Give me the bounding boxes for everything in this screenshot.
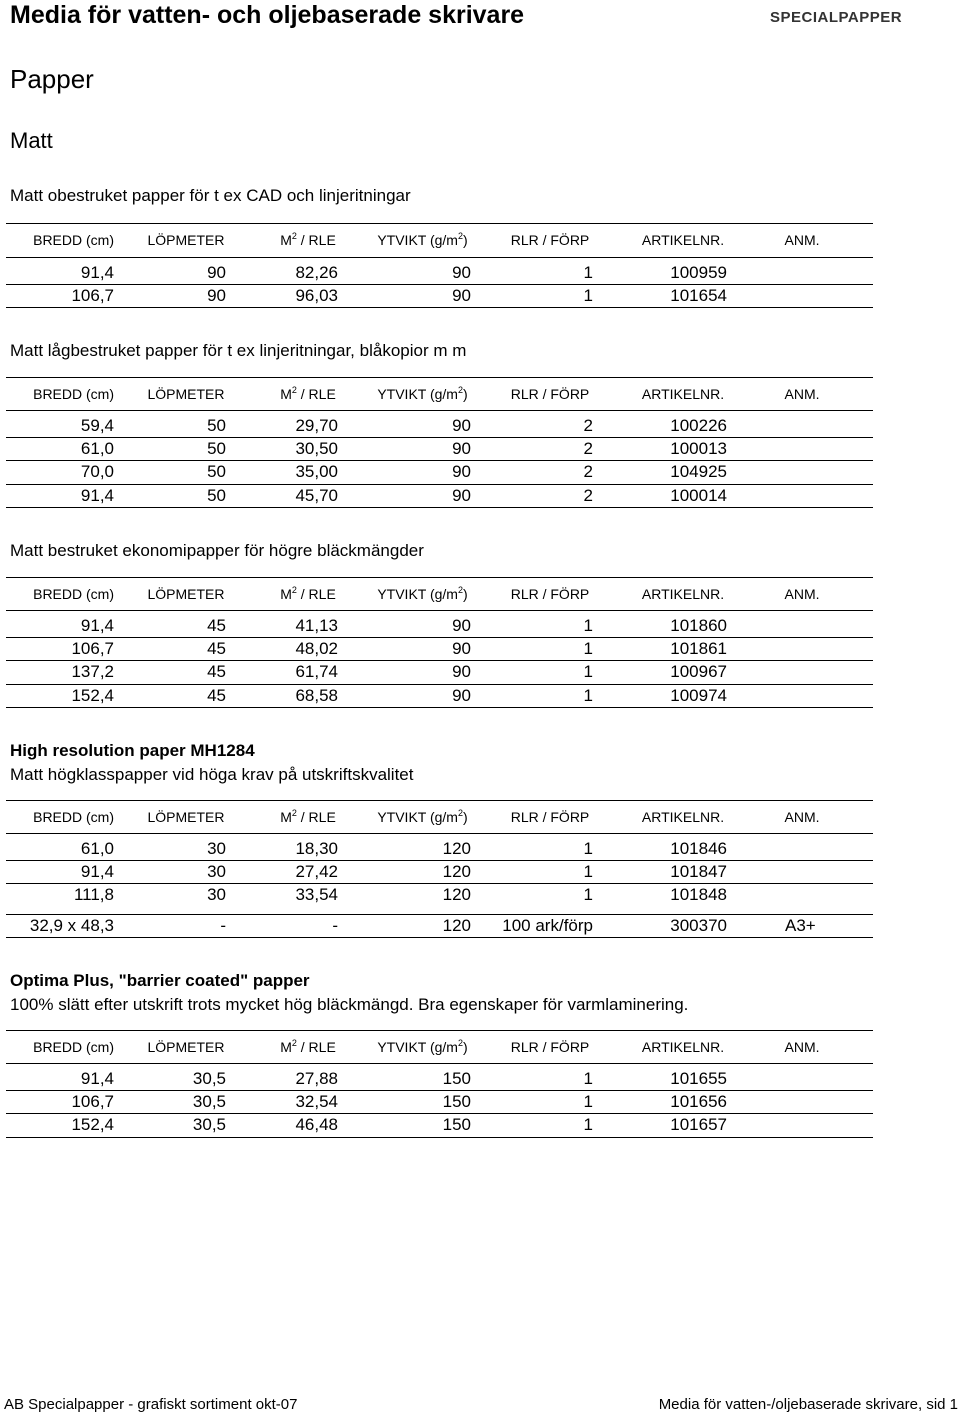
table-row xyxy=(0,439,960,459)
table-cell: 91,4 xyxy=(80,263,114,282)
col-header-ytvikt xyxy=(370,809,475,825)
table-cell: 90 xyxy=(452,616,471,635)
col-header-artikelnr: ARTIKELNR. xyxy=(641,809,725,825)
table-cell: 61,0 xyxy=(80,439,114,458)
table-row xyxy=(0,1115,960,1135)
table-cell: 61,0 xyxy=(80,839,114,858)
table-cell: 91,4 xyxy=(80,1069,114,1088)
col-header-anm: ANM. xyxy=(784,809,820,825)
table-cell: 300370 xyxy=(670,916,727,935)
table-cell: 45 xyxy=(207,662,226,681)
table-cell: 32,9 x 48,3 xyxy=(29,916,114,935)
table-row xyxy=(0,263,960,283)
table-cell: 30,5 xyxy=(192,1092,226,1111)
table-cell: 100974 xyxy=(670,686,727,705)
heading-matt: Matt xyxy=(10,128,53,153)
table-cell: 50 xyxy=(207,416,226,435)
table-header-rule xyxy=(6,257,873,258)
brand-logo: SPECIALPAPPER xyxy=(770,9,903,26)
table-cell: 59,4 xyxy=(80,416,114,435)
table-cell: - xyxy=(332,916,338,935)
footer-right: Media för vatten-/oljebaserade skrivare, sid 1 xyxy=(658,1396,958,1413)
table-row xyxy=(0,1092,960,1112)
table-cell: 150 xyxy=(442,1115,471,1134)
table-cell: 90 xyxy=(452,286,471,305)
table-cell: A3+ xyxy=(785,916,816,935)
col-header-ytvikt-sup: 2 xyxy=(457,1038,463,1048)
table-cell: 101654 xyxy=(670,286,727,305)
col-header-artikelnr: ARTIKELNR. xyxy=(641,232,725,248)
table-header-row xyxy=(0,386,960,406)
col-header-ytvikt xyxy=(370,586,475,602)
table-bottom-rule xyxy=(6,707,873,708)
table-cell: 101860 xyxy=(670,616,727,635)
table-cell: 2 xyxy=(583,416,593,435)
table-cell: 1 xyxy=(583,1115,593,1134)
table-row xyxy=(0,1069,960,1089)
col-header-anm: ANM. xyxy=(784,386,820,402)
table-bottom-rule xyxy=(6,937,873,938)
col-header-rle-text: / RLE xyxy=(296,386,336,402)
footer-left: AB Specialpapper - grafiskt sortiment okt-07 xyxy=(4,1396,298,1413)
table-cell: 90 xyxy=(452,462,471,481)
table-cell: 101657 xyxy=(670,1115,727,1134)
col-header-bredd: BREDD (cm) xyxy=(33,232,114,248)
table-cell: 90 xyxy=(207,286,226,305)
table-top-rule xyxy=(6,377,873,378)
table-cell: 45,70 xyxy=(295,486,338,505)
table-row xyxy=(0,286,960,306)
col-header-ytvikt-sup: 2 xyxy=(457,385,463,395)
row-divider xyxy=(6,914,873,915)
col-header-rlr: RLR / FÖRP xyxy=(510,809,590,825)
section-title: Optima Plus, "barrier coated" papper xyxy=(10,971,310,990)
col-header-lopmeter: LÖPMETER xyxy=(147,586,225,602)
table-cell: 100959 xyxy=(670,263,727,282)
table-cell: 50 xyxy=(207,462,226,481)
col-header-bredd: BREDD (cm) xyxy=(33,809,114,825)
col-header-artikelnr: ARTIKELNR. xyxy=(641,1039,725,1055)
col-header-ytvikt-close: ) xyxy=(463,386,468,402)
table-cell: 91,4 xyxy=(80,862,114,881)
table-cell: 61,74 xyxy=(295,662,338,681)
table-bottom-rule xyxy=(6,507,873,508)
col-header-bredd: BREDD (cm) xyxy=(33,386,114,402)
table-header-row xyxy=(0,232,960,252)
table-cell: 1 xyxy=(583,263,593,282)
col-header-ytvikt-close: ) xyxy=(463,586,468,602)
col-header-rle-text: / RLE xyxy=(296,232,336,248)
col-header-m2-sup: 2 xyxy=(291,585,297,595)
row-divider xyxy=(6,437,873,438)
col-header-m2-sup: 2 xyxy=(291,385,297,395)
col-header-ytvikt-sup: 2 xyxy=(457,231,463,241)
row-divider xyxy=(6,860,873,861)
table-cell: - xyxy=(220,916,226,935)
table-cell: 152,4 xyxy=(71,686,114,705)
col-header-ytvikt-text: YTVIKT (g/m xyxy=(377,586,458,602)
table-cell: 1 xyxy=(583,639,593,658)
table-header-rule xyxy=(6,833,873,834)
col-header-rlr: RLR / FÖRP xyxy=(510,386,590,402)
table-row xyxy=(0,616,960,636)
col-header-ytvikt-text: YTVIKT (g/m xyxy=(377,232,458,248)
table-cell: 45 xyxy=(207,686,226,705)
table-cell: 106,7 xyxy=(71,286,114,305)
table-cell: 106,7 xyxy=(71,1092,114,1111)
table-row xyxy=(0,916,960,936)
col-header-ytvikt-close: ) xyxy=(463,809,468,825)
table-top-rule xyxy=(6,1030,873,1031)
row-divider xyxy=(6,284,873,285)
table-cell: 90 xyxy=(207,263,226,282)
table-cell: 90 xyxy=(452,662,471,681)
section-title: High resolution paper MH1284 xyxy=(10,741,255,760)
table-cell: 100013 xyxy=(670,439,727,458)
col-header-bredd: BREDD (cm) xyxy=(33,586,114,602)
table-cell: 120 xyxy=(442,885,471,904)
table-cell: 101846 xyxy=(670,839,727,858)
col-header-ytvikt-text: YTVIKT (g/m xyxy=(377,809,458,825)
table-cell: 32,54 xyxy=(295,1092,338,1111)
row-divider xyxy=(6,484,873,485)
table-cell: 50 xyxy=(207,486,226,505)
section-title: Matt lågbestruket papper för t ex linjeritningar, blåkopior m m xyxy=(10,341,467,360)
row-divider xyxy=(6,684,873,685)
table-cell: 1 xyxy=(583,1069,593,1088)
table-cell: 1 xyxy=(583,686,593,705)
table-cell: 100 ark/förp xyxy=(502,916,593,935)
table-cell: 1 xyxy=(583,286,593,305)
table-cell: 30 xyxy=(207,862,226,881)
table-cell: 35,00 xyxy=(295,462,338,481)
table-cell: 150 xyxy=(442,1092,471,1111)
col-header-m2-rle xyxy=(258,809,358,825)
table-top-rule xyxy=(6,577,873,578)
row-divider xyxy=(6,1113,873,1114)
heading-papper: Papper xyxy=(10,64,94,94)
table-cell: 70,0 xyxy=(80,462,114,481)
col-header-rle-text: / RLE xyxy=(296,586,336,602)
col-header-m2-rle xyxy=(258,232,358,248)
table-cell: 90 xyxy=(452,263,471,282)
table-cell: 1 xyxy=(583,839,593,858)
col-header-m2-sup: 2 xyxy=(291,1038,297,1048)
col-header-lopmeter: LÖPMETER xyxy=(147,1039,225,1055)
table-row xyxy=(0,462,960,482)
col-header-anm: ANM. xyxy=(784,232,820,248)
table-cell: 101861 xyxy=(670,639,727,658)
col-header-ytvikt-close: ) xyxy=(463,1039,468,1055)
table-cell: 90 xyxy=(452,686,471,705)
col-header-lopmeter: LÖPMETER xyxy=(147,386,225,402)
col-header-rlr: RLR / FÖRP xyxy=(510,1039,590,1055)
table-cell: 101655 xyxy=(670,1069,727,1088)
table-cell: 96,03 xyxy=(295,286,338,305)
table-bottom-rule xyxy=(6,1137,873,1138)
table-header-rule xyxy=(6,610,873,611)
col-header-artikelnr: ARTIKELNR. xyxy=(641,386,725,402)
table-cell: 91,4 xyxy=(80,486,114,505)
table-cell: 111,8 xyxy=(73,885,114,904)
col-header-m2-text: M xyxy=(280,586,292,602)
table-cell: 82,26 xyxy=(295,263,338,282)
row-divider xyxy=(6,460,873,461)
section-subtitle: Matt högklasspapper vid höga krav på utskriftskvalitet xyxy=(10,765,414,784)
table-cell: 18,30 xyxy=(295,839,338,858)
table-cell: 41,13 xyxy=(295,616,338,635)
col-header-rle-text: / RLE xyxy=(296,809,336,825)
col-header-m2-text: M xyxy=(280,1039,292,1055)
table-cell: 2 xyxy=(583,462,593,481)
table-row xyxy=(0,885,960,905)
col-header-ytvikt xyxy=(370,386,475,402)
table-cell: 90 xyxy=(452,486,471,505)
col-header-ytvikt-sup: 2 xyxy=(457,808,463,818)
table-header-row xyxy=(0,1039,960,1059)
table-cell: 152,4 xyxy=(71,1115,114,1134)
table-cell: 45 xyxy=(207,616,226,635)
table-cell: 100226 xyxy=(670,416,727,435)
col-header-artikelnr: ARTIKELNR. xyxy=(641,586,725,602)
table-cell: 1 xyxy=(583,862,593,881)
col-header-m2-text: M xyxy=(280,232,292,248)
table-cell: 1 xyxy=(583,616,593,635)
col-header-m2-text: M xyxy=(280,809,292,825)
col-header-ytvikt-text: YTVIKT (g/m xyxy=(377,1039,458,1055)
col-header-rlr: RLR / FÖRP xyxy=(510,586,590,602)
col-header-ytvikt-close: ) xyxy=(463,232,468,248)
col-header-m2-sup: 2 xyxy=(291,808,297,818)
table-cell: 101656 xyxy=(670,1092,727,1111)
table-cell: 120 xyxy=(442,862,471,881)
table-row xyxy=(0,686,960,706)
table-row xyxy=(0,486,960,506)
table-cell: 27,42 xyxy=(295,862,338,881)
table-cell: 137,2 xyxy=(71,662,114,681)
col-header-ytvikt xyxy=(370,1039,475,1055)
col-header-m2-rle xyxy=(258,386,358,402)
table-cell: 120 xyxy=(442,839,471,858)
col-header-bredd: BREDD (cm) xyxy=(33,1039,114,1055)
col-header-lopmeter: LÖPMETER xyxy=(147,232,225,248)
col-header-lopmeter: LÖPMETER xyxy=(147,809,225,825)
table-cell: 91,4 xyxy=(80,616,114,635)
table-row xyxy=(0,862,960,882)
row-divider xyxy=(6,637,873,638)
table-top-rule xyxy=(6,223,873,224)
table-cell: 90 xyxy=(452,439,471,458)
table-cell: 101847 xyxy=(670,862,727,881)
table-cell: 106,7 xyxy=(71,639,114,658)
table-cell: 33,54 xyxy=(295,885,338,904)
table-row xyxy=(0,662,960,682)
table-cell: 100967 xyxy=(670,662,727,681)
col-header-anm: ANM. xyxy=(784,586,820,602)
section-title: Matt bestruket ekonomipapper för högre bläckmängder xyxy=(10,541,424,560)
table-header-row xyxy=(0,809,960,829)
col-header-ytvikt-text: YTVIKT (g/m xyxy=(377,386,458,402)
row-divider xyxy=(6,883,873,884)
table-row xyxy=(0,839,960,859)
table-cell: 30,5 xyxy=(192,1069,226,1088)
table-cell: 2 xyxy=(583,439,593,458)
table-cell: 90 xyxy=(452,639,471,658)
table-cell: 120 xyxy=(442,916,471,935)
table-cell: 46,48 xyxy=(295,1115,338,1134)
table-cell: 90 xyxy=(452,416,471,435)
table-top-rule xyxy=(6,800,873,801)
col-header-rle-text: / RLE xyxy=(296,1039,336,1055)
table-cell: 101848 xyxy=(670,885,727,904)
table-cell: 30,50 xyxy=(295,439,338,458)
table-cell: 1 xyxy=(583,885,593,904)
table-cell: 150 xyxy=(442,1069,471,1088)
table-cell: 104925 xyxy=(670,462,727,481)
table-header-rule xyxy=(6,410,873,411)
table-cell: 30 xyxy=(207,839,226,858)
table-cell: 1 xyxy=(583,662,593,681)
section-subtitle: 100% slätt efter utskrift trots mycket hög bläckmängd. Bra egenskaper för varmlaminering. xyxy=(10,995,689,1014)
col-header-ytvikt-sup: 2 xyxy=(457,585,463,595)
table-cell: 1 xyxy=(583,1092,593,1111)
col-header-m2-rle xyxy=(258,586,358,602)
col-header-ytvikt xyxy=(370,232,475,248)
document-title: Media för vatten- och oljebaserade skrivare xyxy=(10,1,525,29)
table-row xyxy=(0,639,960,659)
col-header-anm: ANM. xyxy=(784,1039,820,1055)
table-header-rule xyxy=(6,1063,873,1064)
table-row xyxy=(0,416,960,436)
table-cell: 68,58 xyxy=(295,686,338,705)
col-header-m2-rle xyxy=(258,1039,358,1055)
table-cell: 48,02 xyxy=(295,639,338,658)
row-divider xyxy=(6,660,873,661)
table-cell: 29,70 xyxy=(295,416,338,435)
table-cell: 30 xyxy=(207,885,226,904)
col-header-m2-text: M xyxy=(280,386,292,402)
row-divider xyxy=(6,1090,873,1091)
table-cell: 2 xyxy=(583,486,593,505)
table-cell: 100014 xyxy=(670,486,727,505)
table-cell: 45 xyxy=(207,639,226,658)
table-cell: 30,5 xyxy=(192,1115,226,1134)
col-header-m2-sup: 2 xyxy=(291,231,297,241)
table-cell: 27,88 xyxy=(295,1069,338,1088)
section-title: Matt obestruket papper för t ex CAD och linjeritningar xyxy=(10,186,411,205)
table-header-row xyxy=(0,586,960,606)
col-header-rlr: RLR / FÖRP xyxy=(510,232,590,248)
table-cell: 50 xyxy=(207,439,226,458)
table-bottom-rule xyxy=(6,307,873,308)
